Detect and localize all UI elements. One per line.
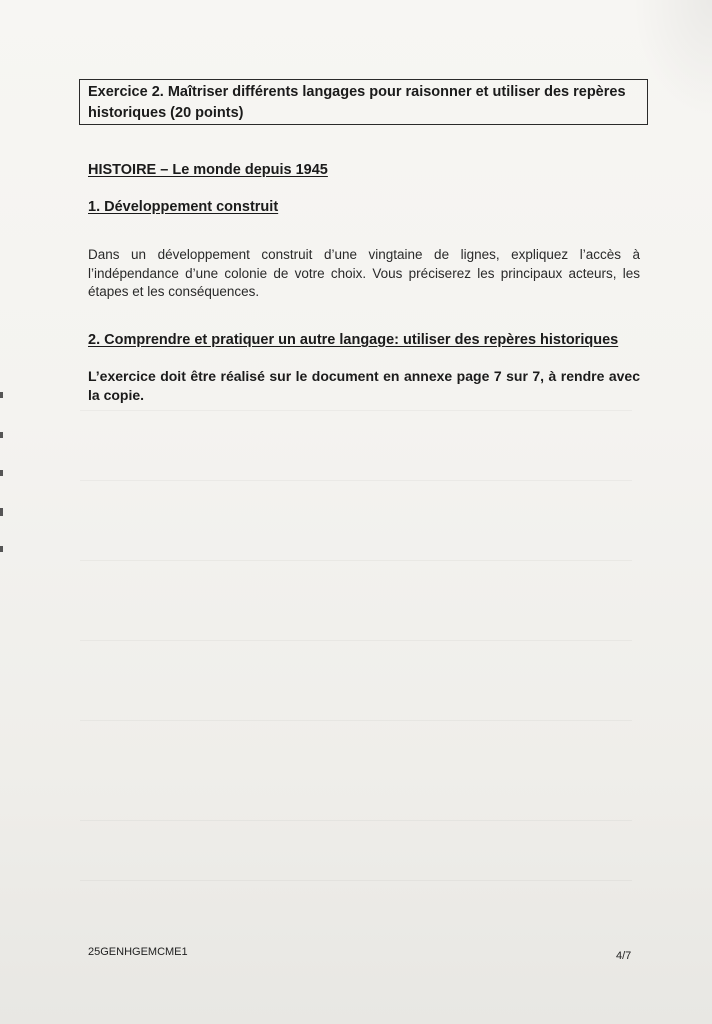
part1-heading: 1. Développement construit	[88, 199, 279, 215]
exercise-title-box	[79, 79, 648, 125]
section-heading: HISTOIRE – Le monde depuis 1945	[88, 162, 328, 178]
show-through-line	[80, 480, 632, 481]
show-through-line	[80, 880, 632, 881]
exercise-title: Exercice 2. Maîtriser différents langages pour raisonner et utiliser des repères historiques (20 points)	[88, 84, 626, 121]
binder-mark	[0, 546, 3, 552]
show-through-line	[80, 410, 632, 411]
binder-mark	[0, 432, 3, 438]
show-through-line	[80, 560, 632, 561]
show-through-line	[80, 640, 632, 641]
binder-mark	[0, 392, 3, 398]
binder-mark	[0, 470, 3, 476]
binder-mark	[0, 508, 3, 516]
page-number: 4/7	[616, 950, 632, 962]
show-through-line	[80, 720, 632, 721]
part2-instructions: L’exercice doit être réalisé sur le document en annexe page 7 sur 7, à rendre avec la copie.	[88, 368, 640, 403]
part1-instructions: Dans un développement construit d’une vingtaine de lignes, expliquez l’accès à l’indépendance d’une colonie de votre choix. Vous préciserez les principaux acteurs, les étapes et les conséquences.	[88, 247, 640, 299]
part2-heading: 2. Comprendre et pratiquer un autre langage: utiliser des repères historiques	[88, 332, 619, 348]
show-through-line	[80, 820, 632, 821]
document-code: 25GENHGEMCME1	[88, 946, 188, 958]
